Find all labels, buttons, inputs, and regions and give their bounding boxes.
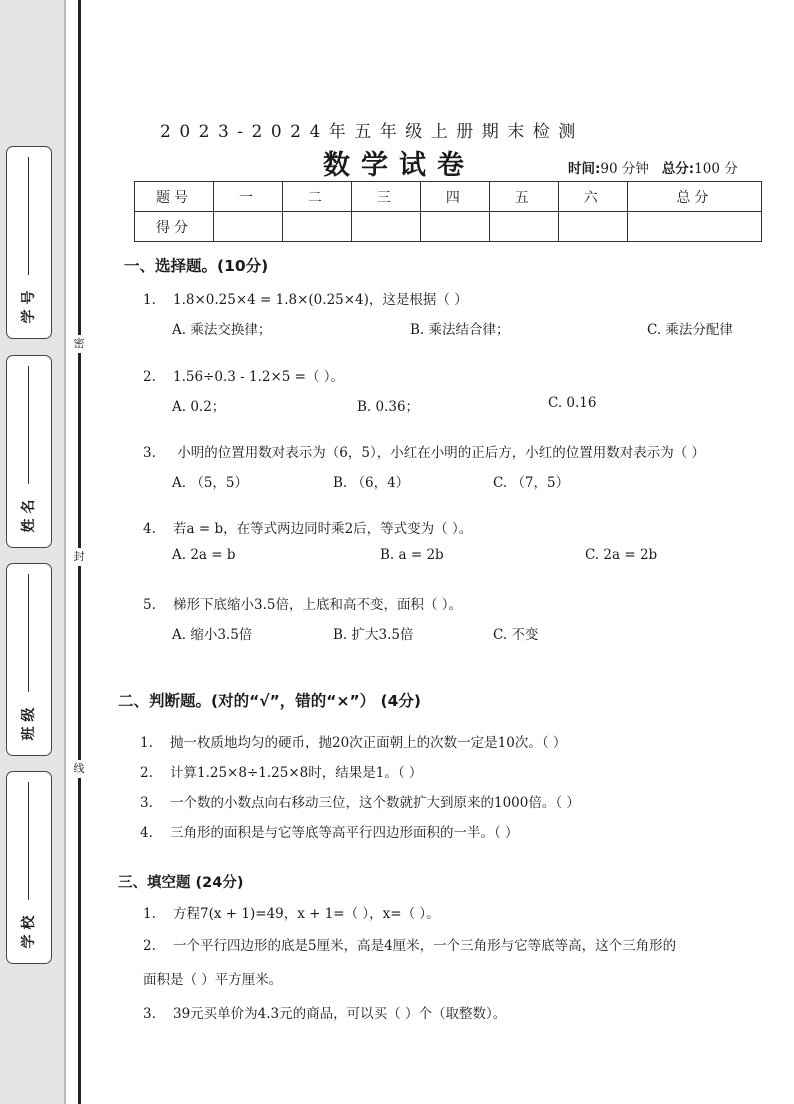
option-a[interactable]: A. 2a = b — [172, 547, 236, 563]
score-cell[interactable] — [282, 212, 351, 242]
question-number: 4. — [140, 825, 153, 841]
question-text: 抛一枚质地均匀的硬币，抛20次正面朝上的次数一定是10次。（ ） — [170, 735, 567, 751]
question-1-2 — [143, 365, 344, 385]
question-text: 1.56÷0.3 - 1.2×5 =（ ）。 — [173, 369, 344, 385]
option-b[interactable]: B. 扩大3.5倍 — [333, 627, 414, 643]
question-2-4 — [140, 821, 519, 841]
question-1-5 — [143, 593, 462, 613]
question-text: 1.8×0.25×4 = 1.8×(0.25×4)，这是根据（ ） — [173, 292, 468, 308]
student-id-field[interactable] — [6, 146, 52, 339]
time-score-info — [568, 157, 738, 177]
student-id-label: 学 号 — [21, 290, 37, 324]
question-number: 3. — [143, 1006, 156, 1022]
question-text: 若a = b，在等式两边同时乘2后，等式变为（ ）。 — [173, 521, 473, 537]
question-number: 2. — [143, 938, 156, 954]
question-number: 2. — [143, 369, 156, 385]
margin-edge — [64, 0, 66, 1104]
question-number: 4. — [143, 521, 156, 537]
question-1-4 — [143, 517, 472, 537]
option-b[interactable]: B. 乘法结合律； — [410, 322, 510, 338]
question-text: 计算1.25×8÷1.25×8时，结果是1。（ ） — [170, 765, 423, 781]
option-b[interactable]: B. a = 2b — [380, 547, 444, 563]
question-number: 3. — [140, 795, 153, 811]
score-cell[interactable] — [489, 212, 558, 242]
section-3-title: 三、填空题 (24分) — [118, 875, 244, 891]
option-a[interactable]: A. 乘法交换律； — [172, 322, 272, 338]
question-number: 2. — [140, 765, 153, 781]
question-number: 3. — [143, 445, 156, 461]
seal-mark-feng: 封 — [71, 548, 87, 566]
option-c[interactable]: C. 2a = 2b — [585, 547, 658, 563]
option-c[interactable]: C. （7，5） — [493, 475, 570, 491]
class-label: 班 级 — [21, 707, 37, 741]
header-cell: 题号 — [135, 182, 214, 212]
question-text: 一个平行四边形的底是5厘米，高是4厘米，一个三角形与它等底等高，这个三角形的 — [173, 938, 677, 954]
header-cell: 五 — [489, 182, 558, 212]
question-2-1 — [140, 731, 566, 751]
question-text: 39元买单价为4.3元的商品，可以买（ ）个（取整数）。 — [173, 1006, 507, 1022]
question-text: 一个数的小数点向右移动三位，这个数就扩大到原来的1000倍。（ ） — [170, 795, 580, 811]
option-b[interactable]: B. 0.36； — [357, 399, 420, 415]
seal-mark-mi: 密 — [71, 335, 87, 353]
question-2-2 — [140, 761, 422, 781]
section-1-title: 一、选择题。(10分) — [124, 257, 269, 275]
score-cell[interactable] — [351, 212, 420, 242]
section-2-title: 二、判断题。(对的“√”，错的“×”） (4分) — [118, 692, 422, 710]
score-table-row — [135, 212, 762, 242]
option-a[interactable]: A. 0.2； — [172, 399, 226, 415]
score-table-header — [135, 182, 762, 212]
header-cell: 一 — [214, 182, 283, 212]
question-3-2-continued: 面积是（ ）平方厘米。 — [143, 972, 283, 988]
question-text: 小明的位置用数对表示为（6，5），小红在小明的正后方，小红的位置用数对表示为（ ） — [173, 445, 706, 461]
class-field[interactable] — [6, 563, 52, 756]
subject-title: 数学试卷 — [323, 150, 475, 181]
student-name-label: 姓 名 — [21, 499, 37, 533]
option-c[interactable]: C. 乘法分配律 — [647, 322, 733, 338]
question-1-1 — [143, 288, 468, 308]
question-3-1 — [143, 902, 440, 922]
question-2-3 — [140, 791, 580, 811]
score-cell[interactable] — [558, 212, 627, 242]
header-cell: 六 — [558, 182, 627, 212]
time-label: 时间: — [568, 161, 601, 177]
header-cell: 总分 — [627, 182, 761, 212]
header-cell: 二 — [282, 182, 351, 212]
question-number: 5. — [143, 597, 156, 613]
time-value: 90 分钟 — [600, 161, 649, 177]
total-score-label: 总分: — [661, 161, 695, 177]
question-text: 方程7(x + 1)=49，x + 1=（ ），x=（ ）。 — [173, 906, 440, 922]
question-3-3 — [143, 1002, 506, 1022]
option-b[interactable]: B. （6，4） — [333, 475, 410, 491]
question-number: 1. — [140, 735, 153, 751]
score-cell[interactable] — [627, 212, 761, 242]
student-name-field[interactable] — [6, 355, 52, 548]
exam-title: 2023-2024年五年级上册期末检测 — [160, 122, 584, 142]
option-c[interactable]: C. 0.16 — [548, 395, 597, 411]
question-number: 1. — [143, 906, 156, 922]
school-field[interactable] — [6, 771, 52, 964]
score-cell[interactable] — [214, 212, 283, 242]
score-table — [134, 181, 762, 242]
question-3-2 — [143, 934, 676, 954]
option-c[interactable]: C. 不变 — [493, 627, 539, 643]
total-score-value: 100 分 — [694, 161, 738, 177]
header-cell: 三 — [351, 182, 420, 212]
question-text: 三角形的面积是与它等底等高平行四边形面积的一半。（ ） — [170, 825, 519, 841]
score-cell[interactable] — [420, 212, 489, 242]
question-text: 梯形下底缩小3.5倍，上底和高不变，面积（ ）。 — [173, 597, 463, 613]
score-row-label: 得分 — [135, 212, 214, 242]
question-number: 1. — [143, 292, 156, 308]
seal-mark-xian: 线 — [71, 760, 87, 778]
option-a[interactable]: A. 缩小3.5倍 — [172, 627, 253, 643]
school-label: 学 校 — [21, 915, 37, 949]
question-1-3 — [143, 441, 705, 461]
header-cell: 四 — [420, 182, 489, 212]
option-a[interactable]: A. （5，5） — [172, 475, 249, 491]
